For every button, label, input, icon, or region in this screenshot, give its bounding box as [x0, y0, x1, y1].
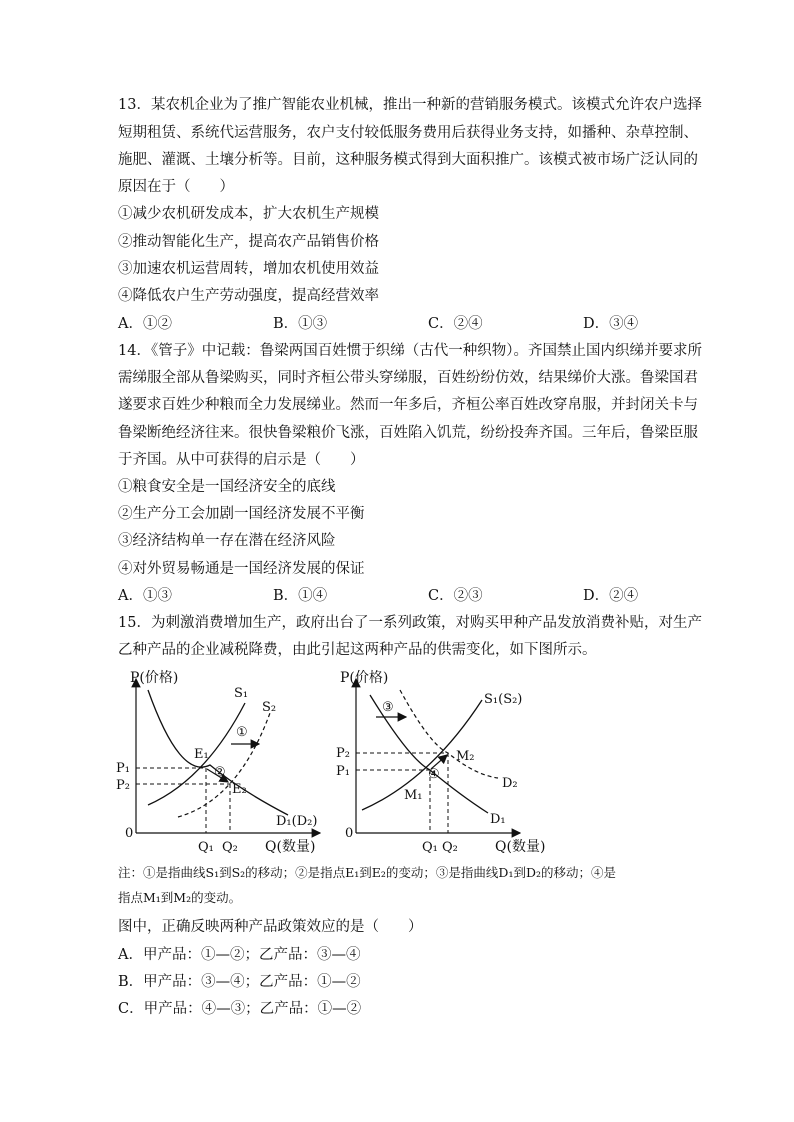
tick-q1: Q₁	[198, 840, 214, 855]
marker-1: ①	[236, 725, 248, 740]
q13-stem-line-3: 施肥、灌溉、土壤分析等。目前，这种服务模式得到大面积推广。该模式被市场广泛认同的	[118, 152, 698, 168]
q15-stem-line-1: 15．为刺激消费增加生产，政府出台了一系列政策，对购买甲种产品发放消费补贴，对生产	[118, 615, 702, 631]
origin-label: 0	[345, 826, 354, 841]
q13-item-3: ③加速农机运营周转，增加农机使用效益	[118, 261, 379, 277]
graph-right	[330, 665, 575, 860]
q13-option-b[interactable]: B．①③	[273, 316, 328, 332]
marker-3: ③	[382, 700, 394, 715]
tick-p1: P₁	[116, 761, 130, 776]
q15-option-a[interactable]: A．甲产品：①—②；乙产品：③—④	[118, 947, 361, 963]
q13-option-d[interactable]: D．③④	[583, 316, 639, 332]
q13-item-2: ②推动智能化生产，提高农产品销售价格	[118, 234, 379, 250]
q14-item-2: ②生产分工会加剧一国经济发展不平衡	[118, 506, 365, 522]
label-d2: D₂	[502, 776, 518, 791]
q15-note-line-1: 注：①是指曲线S₁到S₂的移动；②是指点E₁到E₂的变动；③是指曲线D₁到D₂的移动；④是	[118, 865, 616, 880]
q15-option-b[interactable]: B．甲产品：③—④；乙产品：①—②	[118, 974, 361, 990]
q14-item-3: ③经济结构单一存在潜在经济风险	[118, 533, 336, 549]
q13-item-4: ④降低农户生产劳动强度，提高经营效率	[118, 288, 379, 304]
label-s1: S₁	[234, 686, 249, 701]
q13-option-c[interactable]: C．②④	[428, 316, 483, 332]
q14-option-a[interactable]: A．①③	[118, 588, 172, 604]
q14-stem-line-3: 遂要求百姓少种粮而全力发展绨业。然而一年多后，齐桓公率百姓改穿帛服，并封闭关卡与	[118, 397, 698, 413]
x-axis-label: Q(数量)	[265, 839, 316, 855]
label-s1s2: S₁(S₂)	[484, 692, 523, 707]
q14-stem-line-2: 需绨服全部从鲁梁购买，同时齐桓公带头穿绨服，百姓纷纷仿效，结果绨价大涨。鲁梁国君	[118, 370, 698, 386]
q14-stem-line-1: 14．《管子》中记载：鲁梁两国百姓惯于织绨（古代一种织物）。齐国禁止国内织绨并要求所	[118, 343, 702, 359]
label-s2: S₂	[262, 700, 277, 715]
y-axis-label: P(价格)	[340, 670, 389, 686]
q14-option-d[interactable]: D．②④	[583, 588, 639, 604]
q14-item-1: ①粮食安全是一国经济安全的底线	[118, 479, 336, 495]
q14-stem-line-5: 于齐国。从中可获得的启示是（ ）	[118, 452, 365, 468]
marker-2: ②	[214, 765, 226, 780]
label-d1: D₁	[490, 812, 506, 827]
origin-label: 0	[125, 826, 134, 841]
q15-stem-line-2: 乙种产品的企业减税降费，由此引起这两种产品的供需变化，如下图所示。	[118, 642, 597, 658]
q13-stem-line-1: 13．某农机企业为了推广智能农业机械，推出一种新的营销服务模式。该模式允许农户选择	[118, 97, 702, 113]
q13-stem-line-4: 原因在于（ ）	[118, 179, 234, 195]
marker-4: ④	[428, 767, 440, 782]
tick-q2: Q₂	[442, 840, 458, 855]
q13-item-1: ①减少农机研发成本，扩大农机生产规模	[118, 206, 379, 222]
label-e2: E₂	[232, 782, 247, 797]
q15-question: 图中，正确反映两种产品政策效应的是（ ）	[118, 919, 423, 935]
tick-q1: Q₁	[422, 840, 438, 855]
graph-left	[110, 665, 335, 860]
q14-item-4: ④对外贸易畅通是一国经济发展的保证	[118, 561, 365, 577]
x-axis-label: Q(数量)	[495, 839, 546, 855]
label-m1: M₁	[404, 788, 423, 803]
tick-q2: Q₂	[222, 840, 238, 855]
y-axis-label: P(价格)	[130, 670, 179, 686]
q15-option-c[interactable]: C．甲产品：④—③；乙产品：①—②	[118, 1001, 362, 1017]
label-d1d2: D₁(D₂)	[276, 814, 318, 829]
tick-p2: P₂	[116, 778, 130, 793]
tick-p2: P₂	[336, 746, 350, 761]
q14-stem-line-4: 鲁梁断绝经济往来。很快鲁梁粮价飞涨，百姓陷入饥荒，纷纷投奔齐国。三年后，鲁梁臣服	[118, 425, 698, 441]
q13-option-a[interactable]: A．①②	[118, 316, 172, 332]
q13-stem-line-2: 短期租赁、系统代运营服务，农户支付较低服务费用后获得业务支持，如播种、杂草控制、	[118, 125, 698, 141]
tick-p1: P₁	[336, 764, 350, 779]
q14-option-c[interactable]: C．②③	[428, 588, 483, 604]
label-e1: E₁	[194, 747, 209, 762]
q15-note-line-2: 指点M₁到M₂的变动。	[118, 890, 242, 905]
q14-option-b[interactable]: B．①④	[273, 588, 328, 604]
label-m2: M₂	[456, 749, 475, 764]
